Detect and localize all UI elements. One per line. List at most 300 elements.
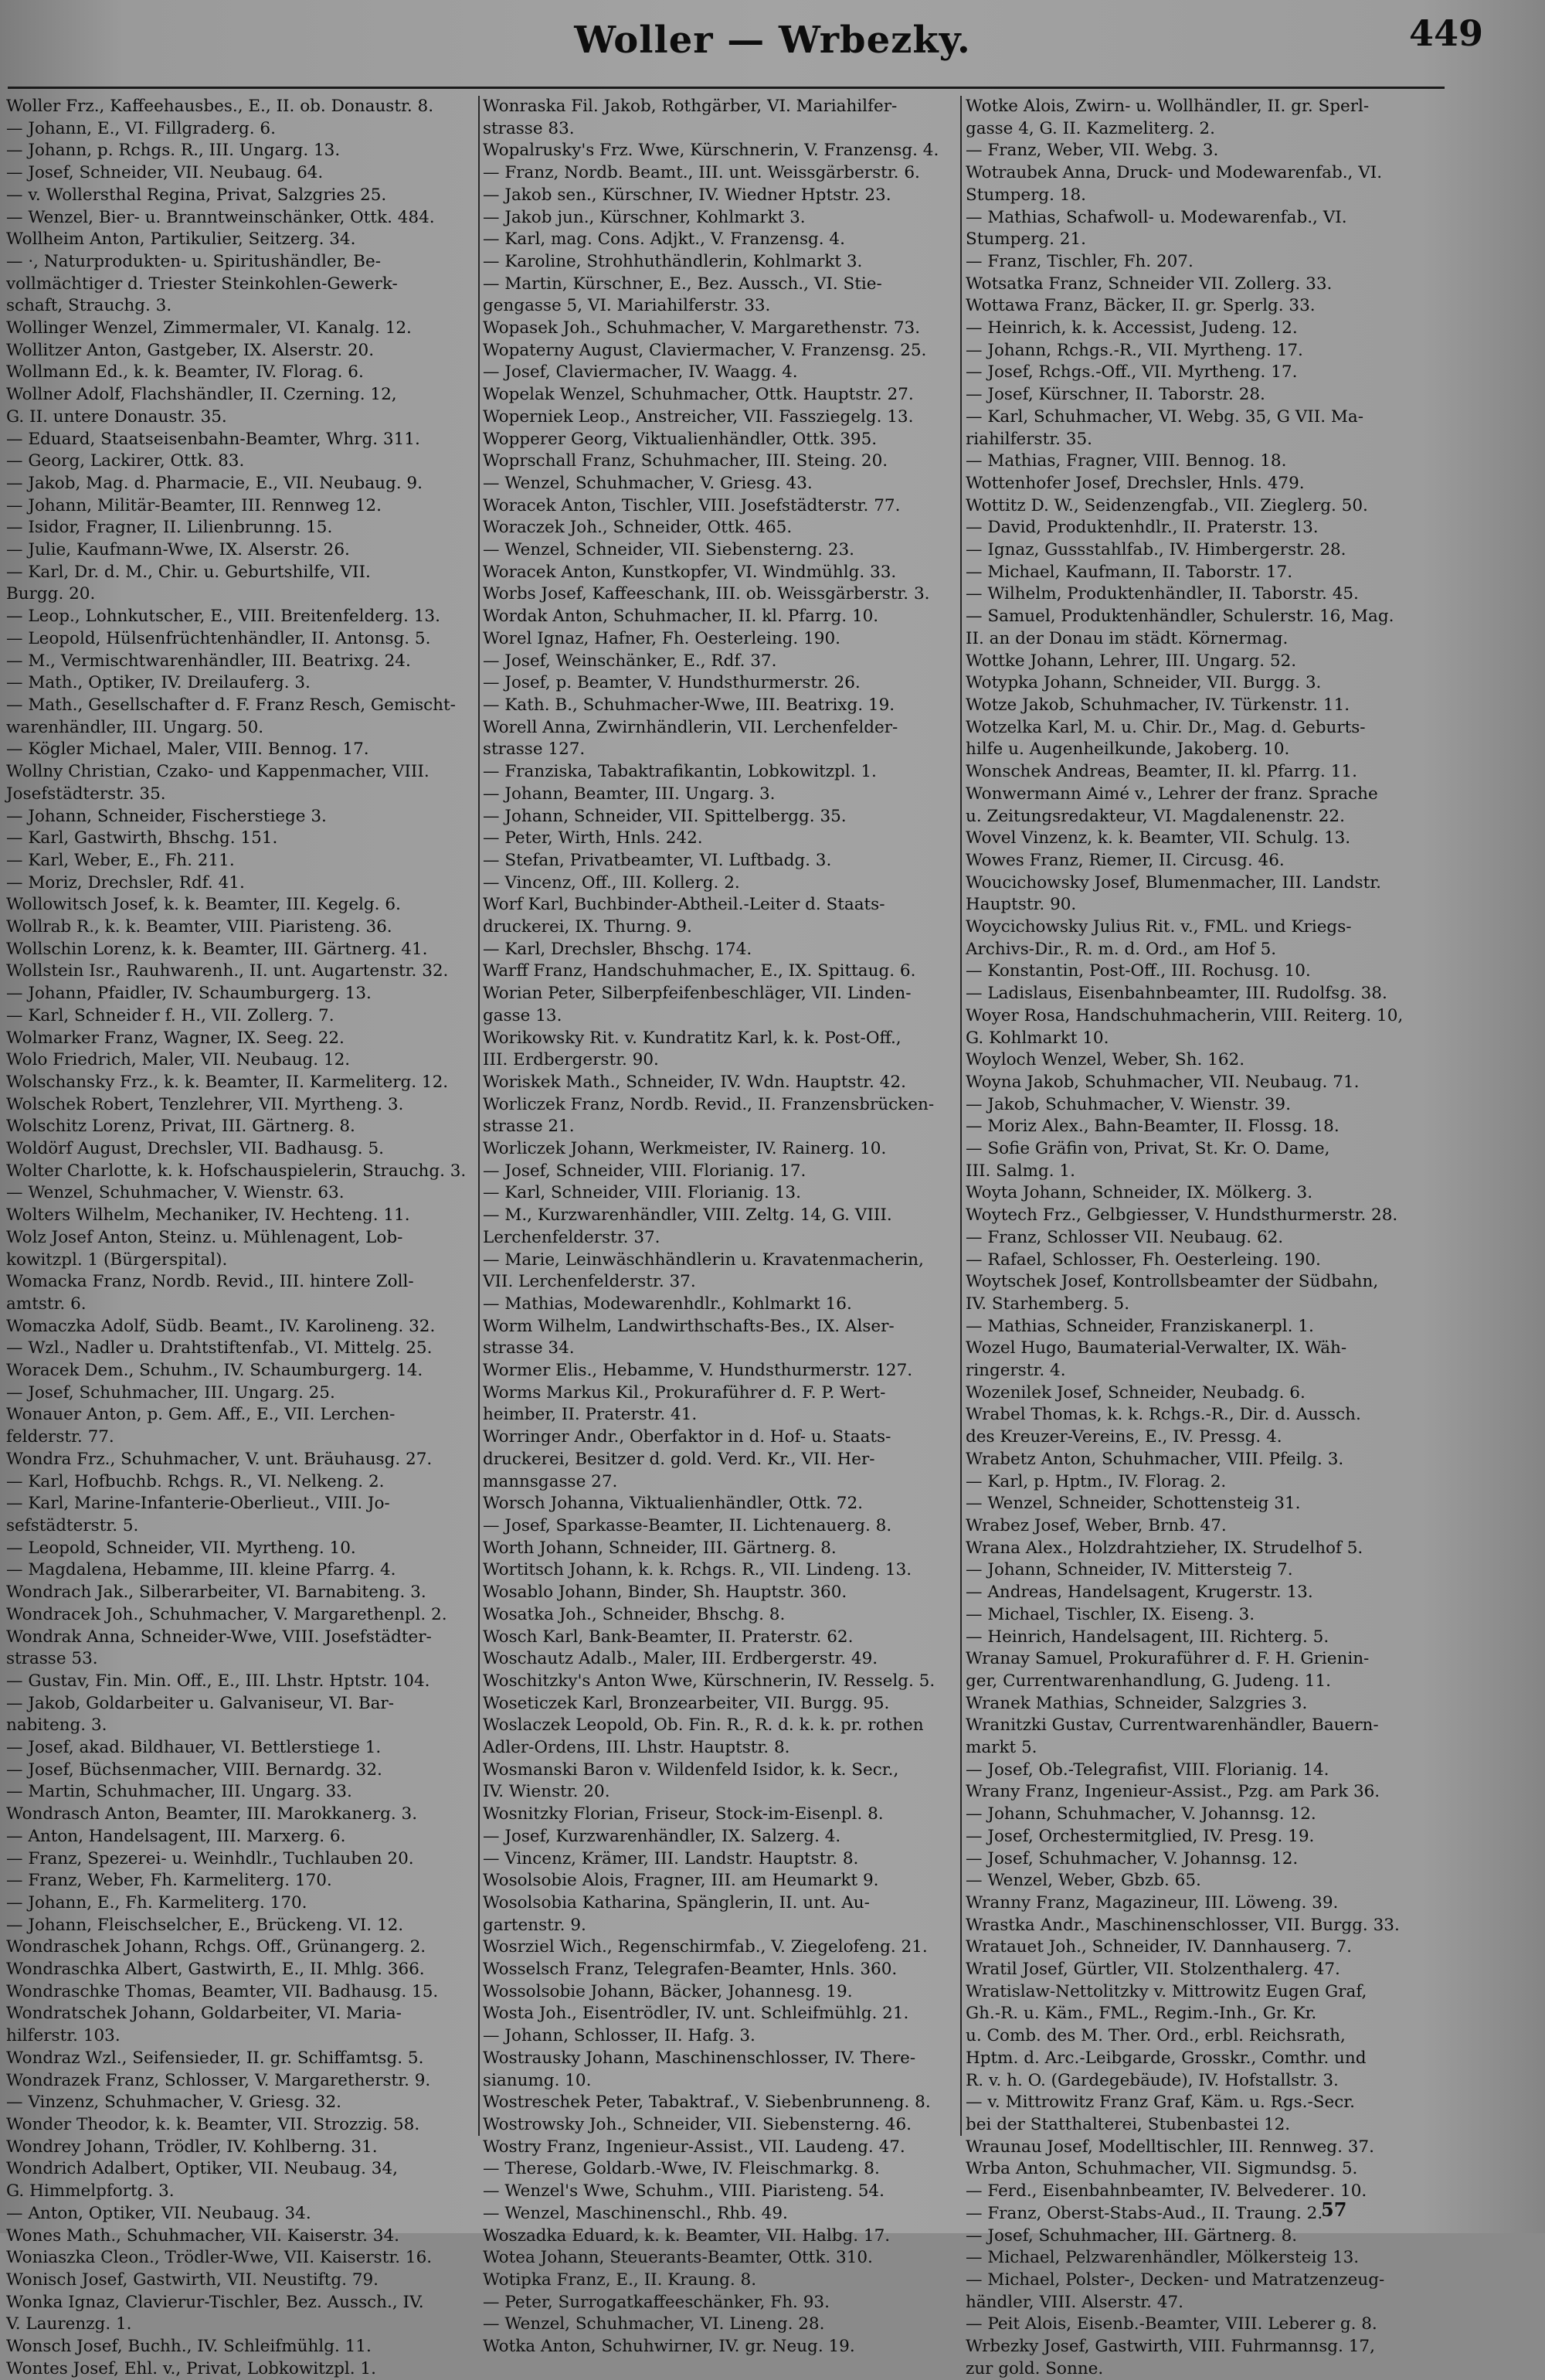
directory-entry-line: hilferstr. 103.: [6, 2026, 121, 2046]
directory-entry-line: — Ferd., Eisenbahnbeamter, IV. Belvederег. 10.: [966, 2181, 1367, 2202]
directory-entry-line: Wondrich Adalbert, Optiker, VII. Neubaug. 34,: [6, 2159, 398, 2179]
directory-entry-line: des Kreuzer-Vereins, E., IV. Pressg. 4.: [966, 1427, 1282, 1447]
directory-entry-line: Woldörf August, Drechsler, VII. Badhausg. 5.: [6, 1139, 384, 1159]
directory-entry-line: bei der Statthalterei, Stubenbastei 12.: [966, 2114, 1291, 2134]
directory-entry-line: schaft, Strauchg. 3.: [6, 296, 172, 316]
directory-entry-line: Wottitz D. W., Seidenzengfab., VII. Zieglerg. 50.: [966, 495, 1368, 515]
directory-entry-line: warenhändler, III. Ungarg. 50.: [6, 717, 264, 737]
directory-entry-line: — v. Mittrowitz Franz Graf, Käm. u. Rgs.-Secr.: [966, 2093, 1356, 2113]
directory-entry-line: Wottenhofer Josef, Drechsler, Hnls. 479.: [966, 473, 1305, 493]
directory-entry-line: Woracek Dem., Schuhm., IV. Schaumburgerg. 14.: [6, 1361, 423, 1381]
directory-entry-line: Worbs Josef, Kaffeeschank, III. ob. Weissgärberstr. 3.: [483, 584, 930, 604]
directory-entry-line: — Vincenz, Krämer, III. Landstr. Hauptstr. 8.: [483, 1848, 859, 1868]
directory-entry-line: — Karl, Gastwirth, Bhschg. 151.: [6, 828, 278, 848]
directory-entry-line: Wranay Samuel, Prokuraführer d. F. H. Grienin-: [966, 1649, 1370, 1669]
directory-entry-line: — Julie, Kaufmann-Wwe, IX. Alserstr. 26.: [6, 540, 350, 560]
directory-entry-line: Woller Frz., Kaffeehausbes., E., II. ob. Donaustr. 8.: [6, 97, 434, 116]
directory-entry-line: mannsgasse 27.: [483, 1471, 618, 1491]
directory-entry-line: Wonauer Anton, p. Gem. Aff., E., VII. Lerchen-: [6, 1405, 396, 1425]
directory-entry-line: Lerchenfelderstr. 37.: [483, 1227, 660, 1247]
directory-entry-line: Worf Karl, Buchbinder-Abtheil.-Leiter d. Staats-: [483, 895, 885, 915]
directory-entry-line: gartenstr. 9.: [483, 1915, 586, 1935]
directory-entry-line: — Anton, Handelsagent, III. Marxerg. 6.: [6, 1826, 346, 1846]
directory-entry-line: — Karl, Schneider, VIII. Florianig. 13.: [483, 1183, 801, 1203]
directory-entry-line: Wondratschek Johann, Goldarbeiter, VI. Maria-: [6, 2004, 402, 2024]
directory-entry-line: — Wilhelm, Produktenhändler, II. Taborstr. 45.: [966, 584, 1359, 604]
directory-entry-line: — Ladislaus, Eisenbahnbeamter, III. Rudolfsg. 38.: [966, 984, 1387, 1004]
directory-entry-line: Wollrab R., k. k. Beamter, VIII. Piaristeng. 36.: [6, 917, 392, 937]
directory-entry-line: — Karl, Weber, E., Fh. 211.: [6, 850, 235, 870]
directory-entry-line: — Martin, Kürschner, E., Bez. Aussch., VI. Stie-: [483, 274, 882, 294]
directory-entry-line: — Karl, Dr. d. M., Chir. u. Geburtshilfe, VII.: [6, 562, 371, 582]
directory-entry-line: Wratauet Joh., Schneider, IV. Dannhauserg. 7.: [966, 1937, 1352, 1957]
directory-entry-line: Wolter Charlotte, k. k. Hofschauspielerin, Strauchg. 3.: [6, 1161, 467, 1181]
directory-entry-line: — Jakob, Goldarbeiter u. Galvaniseur, VI. Bar-: [6, 1693, 394, 1713]
directory-entry-line: Hauptstr. 90.: [966, 895, 1077, 915]
directory-entry-line: — Kath. B., Schuhmacher-Wwe, III. Beatrixg. 19.: [483, 695, 895, 715]
directory-entry-line: Wostry Franz, Ingenieur-Assist., VII. Laudeng. 47.: [483, 2137, 905, 2157]
directory-entry-line: Wordak Anton, Schuhmacher, II. kl. Pfarrg. 10.: [483, 607, 879, 627]
directory-entry-line: — Josef, Ob.-Telegrafist, VIII. Florianig. 14.: [966, 1760, 1329, 1780]
directory-entry-line: Wrabel Thomas, k. k. Rchgs.-R., Dir. d. Aussch.: [966, 1405, 1361, 1425]
directory-entry-line: — Josef, Schuhmacher, III. Gärtnerg. 8.: [966, 2225, 1298, 2246]
directory-entry-line: — Johann, Schneider, VII. Spittelbergg. 35.: [483, 806, 847, 826]
directory-entry-line: Wolters Wilhelm, Mechaniker, IV. Hechteng. 11.: [6, 1205, 410, 1226]
directory-entry-line: — Peter, Surrogatkaffeeschänker, Fh. 93.: [483, 2292, 830, 2312]
directory-entry-line: — Johann, Fleischselcher, E., Brückeng. VI. 12.: [6, 1915, 404, 1935]
directory-entry-line: Wowes Franz, Riemer, II. Circusg. 46.: [966, 850, 1285, 870]
directory-entry-line: G. Himmelpfortg. 3.: [6, 2181, 175, 2202]
directory-entry-line: Wondrak Anna, Schneider-Wwe, VIII. Josefstädter-: [6, 1627, 432, 1647]
directory-entry-line: — Mathias, Schafwoll- u. Modewarenfab., VI.: [966, 207, 1347, 227]
directory-entry-line: Womaczka Adolf, Südb. Beamt., IV. Karolineng. 32.: [6, 1316, 436, 1336]
directory-entry-line: — Jakob, Mag. d. Pharmacie, E., VII. Neubaug. 9.: [6, 473, 423, 493]
directory-entry-line: Wopperer Georg, Viktualienhändler, Ottk. 395.: [483, 429, 878, 449]
directory-entry-line: — Andreas, Handelsagent, Krugerstr. 13.: [966, 1583, 1313, 1603]
directory-entry-line: — Johann, Pfaidler, IV. Schaumburgerg. 13.: [6, 984, 372, 1004]
directory-entry-line: heimber, II. Praterstr. 41.: [483, 1405, 698, 1425]
directory-entry-line: Wotypka Johann, Schneider, VII. Burgg. 3.: [966, 673, 1322, 693]
page-number: 449: [1408, 12, 1483, 54]
directory-entry-line: Wottke Johann, Lehrer, III. Ungarg. 52.: [966, 651, 1297, 671]
directory-entry-line: u. Comb. des M. Ther. Ord., erbl. Reichsrath,: [966, 2026, 1346, 2046]
directory-entry-line: Wosta Joh., Eisentrödler, IV. unt. Schleifmühlg. 21.: [483, 2004, 909, 2024]
directory-entry-line: Woszadka Eduard, k. k. Beamter, VII. Halbg. 17.: [483, 2225, 891, 2246]
directory-entry-line: Warff Franz, Handschuhmacher, E., IX. Spittaug. 6.: [483, 961, 916, 981]
directory-entry-line: Wopasek Joh., Schuhmacher, V. Margarethenstr. 73.: [483, 318, 921, 338]
directory-entry-line: — Karl, Marine-Infanterie-Oberlieut., VIII. Jo-: [6, 1494, 390, 1514]
directory-entry-line: — Mathias, Modewarenhdlr., Kohlmarkt 16.: [483, 1294, 852, 1314]
directory-entry-line: Wosch Karl, Bank-Beamter, II. Praterstr. 62.: [483, 1627, 854, 1647]
directory-entry-line: Worliczek Johann, Werkmeister, IV. Rainerg. 10.: [483, 1139, 887, 1159]
directory-entry-line: Wortitsch Johann, k. k. Rchgs. R., VII. Lindeng. 13.: [483, 1560, 912, 1580]
directory-entry-line: — Michael, Kaufmann, II. Taborstr. 17.: [966, 562, 1293, 582]
directory-entry-line: Wrbezky Josef, Gastwirth, VIII. Fuhrmannsg. 17,: [966, 2337, 1375, 2357]
directory-entry-line: — Josef, Claviermacher, IV. Waagg. 4.: [483, 362, 798, 382]
directory-entry-line: — Isidor, Fragner, II. Lilienbrunng. 15.: [6, 518, 333, 538]
directory-entry-line: Wondrazek Franz, Schlosser, V. Margaretherstr. 9.: [6, 2070, 431, 2090]
directory-entry-line: Worliczek Franz, Nordb. Revid., II. Franzensbrücken-: [483, 1094, 935, 1114]
directory-entry-line: — Heinrich, Handelsagent, III. Richterg. 5.: [966, 1627, 1329, 1647]
directory-entry-line: — Marie, Leinwäschhändlerin u. Kravatenmacherin,: [483, 1250, 924, 1270]
directory-entry-line: — Josef, akad. Bildhauer, VI. Bettlerstiege 1.: [6, 1738, 382, 1758]
directory-entry-line: Wosselsch Franz, Telegrafen-Beamter, Hnls. 360.: [483, 1960, 898, 1980]
directory-entry-line: — Johann, Schneider, IV. Mittersteig 7.: [966, 1560, 1293, 1580]
directory-entry-line: Woriskek Math., Schneider, IV. Wdn. Hauptstr. 42.: [483, 1072, 906, 1092]
directory-entry-line: — Gustav, Fin. Min. Off., E., III. Lhstr. Hptstr. 104.: [6, 1671, 430, 1691]
directory-entry-line: Worm Wilhelm, Landwirthschafts-Bes., IX. Alser-: [483, 1316, 895, 1336]
directory-entry-line: Gh.-R. u. Käm., FML., Regim.-Inh., Gr. Kr.: [966, 2004, 1317, 2024]
directory-entry-line: Wrabetz Anton, Schuhmacher, VIII. Pfeilg. 3.: [966, 1449, 1344, 1469]
directory-entry-line: Adler-Ordens, III. Lhstr. Hauptstr. 8.: [483, 1738, 790, 1758]
directory-entry-line: Wranek Mathias, Schneider, Salzgries 3.: [966, 1693, 1308, 1713]
directory-entry-line: Wrba Anton, Schuhmacher, VII. Sigmundsg. 5.: [966, 2159, 1358, 2179]
directory-entry-line: — Karl, Hofbuchb. Rchgs. R., VI. Nelkeng. 2.: [6, 1471, 385, 1491]
directory-entry-line: Burgg. 20.: [6, 584, 96, 604]
directory-entry-line: — Johann, Militär-Beamter, III. Rennweg 12.: [6, 495, 382, 515]
directory-entry-line: Woracek Anton, Tischler, VIII. Josefstädterstr. 77.: [483, 495, 901, 515]
directory-entry-line: — Karl, mag. Cons. Adjkt., V. Franzensg. 4.: [483, 230, 845, 250]
directory-entry-line: — Math., Optiker, IV. Dreilauferg. 3.: [6, 673, 311, 693]
directory-entry-line: strasse 127.: [483, 740, 586, 760]
directory-entry-line: — Karl, Schuhmacher, VI. Webg. 35, G VII. Ma-: [966, 406, 1364, 427]
directory-entry-line: — Johann, Rchgs.-R., VII. Myrtheng. 17.: [966, 340, 1303, 360]
directory-entry-line: — Vinzenz, Schuhmacher, V. Griesg. 32.: [6, 2093, 341, 2113]
directory-entry-line: Wozel Hugo, Baumaterial-Verwalter, IX. Wäh-: [966, 1338, 1347, 1358]
directory-entry-line: Wranny Franz, Magazineur, III. Löweng. 39.: [966, 1892, 1339, 1912]
directory-entry-line: riahilferstr. 35.: [966, 429, 1092, 449]
directory-entry-line: Wollmann Ed., k. k. Beamter, IV. Florag. 6.: [6, 362, 364, 382]
directory-entry-line: — Georg, Lackirer, Ottk. 83.: [6, 451, 245, 471]
directory-entry-line: — Samuel, Produktenhändler, Schulerstr. 16, Mag.: [966, 607, 1394, 627]
directory-entry-line: — Franz, Oberst-Stabs-Aud., II. Traung. 2.: [966, 2203, 1323, 2223]
directory-entry-line: — David, Produktenhdlr., II. Praterstr. 13.: [966, 518, 1319, 538]
directory-entry-line: — Johann, Schneider, Fischerstiege 3.: [6, 806, 327, 826]
directory-entry-line: amtstr. 6.: [6, 1294, 87, 1314]
directory-entry-line: Wolmarker Franz, Wagner, IX. Seeg. 22.: [6, 1028, 345, 1048]
directory-entry-line: — Karl, p. Hptm., IV. Florag. 2.: [966, 1471, 1227, 1491]
directory-entry-line: III. Erdbergerstr. 90.: [483, 1050, 659, 1070]
directory-entry-line: — Rafael, Schlosser, Fh. Oesterleing. 190.: [966, 1250, 1321, 1270]
directory-entry-line: kowitzpl. 1 (Bürgerspital).: [6, 1250, 228, 1270]
directory-entry-line: — Vincenz, Off., III. Kollerg. 2.: [483, 872, 740, 892]
directory-entry-line: Wostreschek Peter, Tabaktraf., V. Siebenbrunneng. 8.: [483, 2093, 931, 2113]
directory-entry-line: Wratislaw-Nettolitzky v. Mittrowitz Eugen Graf,: [966, 1981, 1367, 2001]
directory-entry-line: Woseticzek Karl, Bronzearbeiter, VII. Burgg. 95.: [483, 1693, 890, 1713]
directory-entry-line: Wotze Jakob, Schuhmacher, IV. Türkenstr. 11.: [966, 695, 1350, 715]
directory-entry-line: III. Salmg. 1.: [966, 1161, 1075, 1181]
directory-entry-line: Wrana Alex., Holzdrahtzieher, IX. Strudelhof 5.: [966, 1538, 1363, 1558]
directory-entry-line: — Wenzel, Schuhmacher, VI. Lineng. 28.: [483, 2314, 825, 2334]
directory-entry-line: Wotka Anton, Schuhwirner, IV. gr. Neug. 19.: [483, 2337, 855, 2357]
directory-entry-line: Wollschin Lorenz, k. k. Beamter, III. Gärtnerg. 41.: [6, 939, 428, 959]
directory-entry-line: Woperniek Leop., Anstreicher, VII. Fassziegelg. 13.: [483, 406, 914, 427]
directory-entry-line: Wondrach Jak., Silberarbeiter, VI. Barnabiteng. 3.: [6, 1583, 426, 1603]
directory-entry-line: Worsch Johanna, Viktualienhändler, Ottk. 72.: [483, 1494, 863, 1514]
directory-entry-line: Wrany Franz, Ingenieur-Assist., Pzg. am Park 36.: [966, 1782, 1380, 1802]
directory-entry-line: — Leopold, Hülsenfrüchtenhändler, II. Antonsg. 5.: [6, 628, 431, 648]
directory-entry-line: Worringer Andr., Oberfaktor in d. Hof- u. Staats-: [483, 1427, 891, 1447]
directory-entry-line: — Johann, p. Rchgs. R., III. Ungarg. 13.: [6, 141, 341, 161]
directory-entry-line: — Jakob, Schuhmacher, V. Wienstr. 39.: [966, 1094, 1291, 1114]
directory-entry-line: gengasse 5, VI. Mariahilferstr. 33.: [483, 296, 771, 316]
directory-entry-line: — Mathias, Schneider, Franziskanerpl. 1.: [966, 1316, 1314, 1336]
directory-entry-line: — Leop., Lohnkutscher, E., VIII. Breitenfelderg. 13.: [6, 607, 440, 627]
directory-entry-line: Wondraz Wzl., Seifensieder, II. gr. Schiffamtsg. 5.: [6, 2048, 424, 2068]
directory-entry-line: — Josef, Rchgs.-Off., VII. Myrtheng. 17.: [966, 362, 1298, 382]
directory-entry-line: Wolo Friedrich, Maler, VII. Neubaug. 12.: [6, 1050, 351, 1070]
directory-entry-line: — Martin, Schuhmacher, III. Ungarg. 33.: [6, 1782, 352, 1802]
directory-entry-line: Wolz Josef Anton, Steinz. u. Mühlenagent, Lob-: [6, 1227, 403, 1247]
directory-entry-line: — Michael, Pelzwarenhändler, Mölkersteig 13.: [966, 2248, 1360, 2268]
directory-entry-line: händler, VIII. Alserstr. 47.: [966, 2292, 1184, 2312]
directory-entry-line: — Sofie Gräfin von, Privat, St. Kr. O. Dame,: [966, 1139, 1330, 1159]
directory-entry-line: IV. Wienstr. 20.: [483, 1782, 610, 1802]
column-2: [483, 96, 958, 2357]
directory-entry-line: u. Zeitungsredakteur, VI. Magdalenenstr. 22.: [966, 806, 1345, 826]
directory-entry-line: Wormer Elis., Hebamme, V. Hundsthurmerstr. 127.: [483, 1361, 913, 1381]
directory-entry-line: — Johann, Schlosser, II. Hafg. 3.: [483, 2026, 756, 2046]
directory-entry-line: Wolschitz Lorenz, Privat, III. Gärtnerg. 8.: [6, 1117, 355, 1137]
directory-entry-line: gasse 4, G. II. Kazmeliterg. 2.: [966, 118, 1215, 138]
directory-entry-line: Wrastka Andr., Maschinenschlosser, VII. Burgg. 33.: [966, 1915, 1400, 1935]
directory-entry-line: — Karl, Schneider f. H., VII. Zollerg. 7.: [6, 1005, 334, 1025]
directory-entry-line: — Josef, Schneider, VII. Neubaug. 64.: [6, 163, 324, 183]
directory-entry-line: — M., Vermischtwarenhändler, III. Beatrixg. 24.: [6, 651, 411, 671]
directory-entry-line: Wosolsobia Katharina, Spänglerin, II. unt. Au-: [483, 1892, 870, 1912]
directory-entry-line: Wondra Frz., Schuhmacher, V. unt. Bräuhausg. 27.: [6, 1449, 433, 1469]
directory-entry-line: G. Kohlmarkt 10.: [966, 1028, 1109, 1048]
directory-entry-line: — Wenzel's Wwe, Schuhm., VIII. Piaristeng. 54.: [483, 2181, 885, 2202]
directory-entry-line: Wollheim Anton, Partikulier, Seitzerg. 34.: [6, 230, 356, 250]
directory-entry-line: — Ignaz, Gussstahlfab., IV. Himbergerstr. 28.: [966, 540, 1346, 560]
directory-entry-line: — Franziska, Tabaktrafikantin, Lobkowitzpl. 1.: [483, 762, 877, 782]
directory-entry-line: — Therese, Goldarb.-Wwe, IV. Fleischmarkg. 8.: [483, 2159, 880, 2179]
directory-entry-line: Wollner Adolf, Flachshändler, II. Czerning. 12,: [6, 385, 397, 405]
directory-entry-line: — Johann, Schuhmacher, V. Johannsg. 12.: [966, 1804, 1316, 1824]
directory-entry-line: Woytschek Josef, Kontrollsbeamter der Südbahn,: [966, 1272, 1379, 1292]
directory-entry-line: Wotsatka Franz, Schneider VII. Zollerg. 33.: [966, 274, 1333, 294]
directory-entry-line: — Johann, Beamter, III. Ungarg. 3.: [483, 784, 776, 804]
directory-entry-line: Wonraska Fil. Jakob, Rothgärber, VI. Mariahilfer-: [483, 97, 898, 116]
directory-entry-line: Stumperg. 21.: [966, 230, 1086, 250]
directory-entry-line: — Josef, Weinschänker, E., Rdf. 37.: [483, 651, 777, 671]
directory-entry-line: — Karl, Drechsler, Bhschg. 174.: [483, 939, 752, 959]
directory-entry-line: — Franz, Weber, VII. Webg. 3.: [966, 141, 1219, 161]
directory-entry-line: — Josef, Schuhmacher, III. Ungarg. 25.: [6, 1382, 335, 1402]
directory-entry-line: Wottawa Franz, Bäcker, II. gr. Sperlg. 33.: [966, 296, 1316, 316]
column-divider: [960, 96, 962, 2136]
directory-entry-line: — Wenzel, Maschinenschl., Rhb. 49.: [483, 2203, 788, 2223]
directory-entry-line: — Michael, Tischler, IX. Eiseng. 3.: [966, 1604, 1255, 1624]
directory-entry-line: — Wenzel, Weber, Gbzb. 65.: [966, 1871, 1201, 1891]
directory-entry-line: Womacka Franz, Nordb. Revid., III. hintere Zoll-: [6, 1272, 414, 1292]
sheet-signature: 57: [1321, 2198, 1347, 2221]
directory-entry-line: Wopalrusky's Frz. Wwe, Kürschnerin, V. Franzensg. 4.: [483, 141, 939, 161]
directory-entry-line: VII. Lerchenfelderstr. 37.: [483, 1272, 696, 1292]
directory-entry-line: druckerei, IX. Thurng. 9.: [483, 917, 692, 937]
directory-entry-line: Wonder Theodor, k. k. Beamter, VII. Strozzig. 58.: [6, 2114, 420, 2134]
directory-entry-line: vollmächtiger d. Triester Steinkohlen-Gewerk-: [6, 274, 398, 294]
directory-entry-line: Wranitzki Gustav, Currentwarenhändler, Bauern-: [966, 1715, 1379, 1736]
directory-entry-line: — Wzl., Nadler u. Drahtstiftenfab., VI. Mittelg. 25.: [6, 1338, 433, 1358]
directory-entry-line: — Franz, Spezerei- u. Weinhdlr., Tuchlauben 20.: [6, 1848, 414, 1868]
directory-entry-line: Wopaterny August, Claviermacher, V. Franzensg. 25.: [483, 340, 927, 360]
directory-entry-line: — Konstantin, Post-Off., III. Rochusg. 10.: [966, 961, 1311, 981]
directory-entry-line: Wollinger Wenzel, Zimmermaler, VI. Kanalg. 12.: [6, 318, 412, 338]
directory-entry-line: Wonsch Josef, Buchh., IV. Schleifmühlg. 11.: [6, 2337, 372, 2357]
directory-entry-line: — Johann, E., Fh. Karmeliterg. 170.: [6, 1892, 307, 1912]
directory-entry-line: IV. Starhemberg. 5.: [966, 1294, 1130, 1314]
directory-entry-line: strasse 21.: [483, 1117, 575, 1137]
directory-entry-line: Archivs-Dir., R. m. d. Ord., am Hof 5.: [966, 939, 1277, 959]
directory-entry-line: Woyta Johann, Schneider, IX. Mölkerg. 3.: [966, 1183, 1313, 1203]
directory-entry-line: Wollitzer Anton, Gastgeber, IX. Alserstr. 20.: [6, 340, 375, 360]
directory-entry-line: — Josef, Schneider, VIII. Florianig. 17.: [483, 1161, 806, 1181]
directory-entry-line: Worell Anna, Zwirnhändlerin, VII. Lerchenfelder-: [483, 717, 898, 737]
directory-entry-line: Woniaszka Cleon., Trödler-Wwe, VII. Kaiserstr. 16.: [6, 2248, 433, 2268]
directory-entry-line: — Anton, Optiker, VII. Neubaug. 34.: [6, 2203, 311, 2223]
directory-entry-line: Wolschek Robert, Tenzlehrer, VII. Myrtheng. 3.: [6, 1094, 404, 1114]
directory-entry-line: G. II. untere Donaustr. 35.: [6, 406, 227, 427]
directory-entry-line: Woslaczek Leopold, Ob. Fin. R., R. d. k. k. pr. rothen: [483, 1715, 924, 1736]
directory-entry-line: Wraunau Josef, Modelltischler, III. Rennweg. 37.: [966, 2137, 1374, 2157]
directory-entry-line: Woytech Frz., Gelbgiesser, V. Hundsthurmerstr. 28.: [966, 1205, 1398, 1226]
directory-entry-line: — Karoline, Strohhuthändlerin, Kohlmarkt 3.: [483, 251, 863, 271]
directory-entry-line: Wotzelka Karl, M. u. Chir. Dr., Mag. d. Geburts-: [966, 717, 1366, 737]
directory-entry-line: zur gold. Sonne.: [966, 2358, 1104, 2378]
directory-entry-line: Wotea Johann, Steuerants-Beamter, Ottk. 310.: [483, 2248, 873, 2268]
directory-entry-line: — v. Wollersthal Regina, Privat, Salzgries 25.: [6, 185, 387, 205]
header-rule: [8, 87, 1445, 89]
directory-entry-line: ger, Currentwarenhandlung, G. Judeng. 11.: [966, 1671, 1331, 1691]
directory-entry-line: Wonwermann Aimé v., Lehrer der franz. Sprache: [966, 784, 1378, 804]
directory-entry-line: Wosablo Johann, Binder, Sh. Hauptstr. 360.: [483, 1583, 847, 1603]
directory-entry-line: Wrabez Josef, Weber, Brnb. 47.: [966, 1516, 1227, 1535]
directory-entry-line: Stumperg. 18.: [966, 185, 1086, 205]
directory-entry-line: Wossolsobie Johann, Bäcker, Johannesg. 19.: [483, 1981, 853, 2001]
directory-entry-line: nabiteng. 3.: [6, 1715, 107, 1736]
directory-entry-line: Wollstein Isr., Rauhwarenh., II. unt. Augartenstr. 32.: [6, 961, 449, 981]
directory-entry-line: — Math., Gesellschafter d. F. Franz Resch, Gemischt-: [6, 695, 456, 715]
directory-entry-line: — Peit Alois, Eisenb.-Beamter, VIII. Leberer g. 8.: [966, 2314, 1377, 2334]
directory-entry-line: Wosrziel Wich., Regenschirmfab., V. Ziegelofeng. 21.: [483, 1937, 928, 1957]
directory-entry-line: markt 5.: [966, 1738, 1037, 1758]
column-1: [6, 96, 477, 2378]
directory-entry-line: hilfe u. Augenheilkunde, Jakoberg. 10.: [966, 740, 1290, 760]
directory-entry-line: — Heinrich, k. k. Accessist, Judeng. 12.: [966, 318, 1298, 338]
directory-entry-line: Wostrausky Johann, Maschinenschlosser, IV. There-: [483, 2048, 916, 2068]
directory-entry-line: — Josef, p. Beamter, V. Hundsthurmerstr. 26.: [483, 673, 861, 693]
directory-entry-line: Worian Peter, Silberpfeifenbeschläger, VII. Linden-: [483, 984, 912, 1004]
directory-entry-line: Wondrasch Anton, Beamter, III. Marokkanerg. 3.: [6, 1804, 418, 1824]
directory-entry-line: — Peter, Wirth, Hnls. 242.: [483, 828, 703, 848]
directory-entry-line: V. Laurenzg. 1.: [6, 2314, 132, 2334]
directory-entry-line: Wotke Alois, Zwirn- u. Wollhändler, II. gr. Sperl-: [966, 97, 1370, 116]
directory-entry-line: Woycichowsky Julius Rit. v., FML. und Kriegs-: [966, 917, 1352, 937]
directory-entry-line: — Kögler Michael, Maler, VIII. Bennog. 17.: [6, 740, 369, 760]
directory-entry-line: — ·, Naturprodukten- u. Spiritushändler, Be-: [6, 251, 381, 271]
directory-entry-line: Woyer Rosa, Handschuhmacherin, VIII. Reiterg. 10,: [966, 1005, 1404, 1025]
directory-entry-line: Worel Ignaz, Hafner, Fh. Oesterleing. 190.: [483, 628, 840, 648]
directory-entry-line: Woucichowsky Josef, Blumenmacher, III. Landstr.: [966, 872, 1381, 892]
directory-entry-line: Wotipka Franz, E., II. Kraung. 8.: [483, 2270, 757, 2290]
directory-entry-line: Wostrowsky Joh., Schneider, VII. Siebensterng. 46.: [483, 2114, 912, 2134]
directory-entry-line: strasse 34.: [483, 1338, 575, 1358]
directory-entry-line: Wonka Ignaz, Clavierur-Tischler, Bez. Aussch., IV.: [6, 2292, 424, 2312]
directory-entry-line: Wolschansky Frz., k. k. Beamter, II. Karmeliterg. 12.: [6, 1072, 449, 1092]
directory-entry-line: — Josef, Orchestermitglied, IV. Presg. 19.: [966, 1826, 1315, 1846]
directory-entry-line: — Josef, Kurzwarenhändler, IX. Salzerg. 4.: [483, 1826, 841, 1846]
directory-entry-line: — Eduard, Staatseisenbahn-Beamter, Whrg. 311.: [6, 429, 420, 449]
directory-entry-line: Woyna Jakob, Schuhmacher, VII. Neubaug. 71.: [966, 1072, 1360, 1092]
directory-entry-line: — Josef, Büchsenmacher, VIII. Bernardg. 32.: [6, 1760, 382, 1780]
directory-entry-line: Woschautz Adalb., Maler, III. Erdbergerstr. 49.: [483, 1649, 878, 1669]
directory-entry-line: strasse 83.: [483, 118, 575, 138]
directory-entry-line: Wondraschek Johann, Rchgs. Off., Grünangerg. 2.: [6, 1937, 426, 1957]
directory-entry-line: Woschitzky's Anton Wwe, Kürschnerin, IV. Resselg. 5.: [483, 1671, 935, 1691]
directory-entry-line: felderstr. 77.: [6, 1427, 114, 1447]
directory-entry-line: Woracek Anton, Kunstkopfer, VI. Windmühlg. 33.: [483, 562, 897, 582]
directory-entry-line: Wratil Josef, Gürtler, VII. Stolzenthalerg. 47.: [966, 1960, 1340, 1980]
directory-entry-line: Wones Math., Schuhmacher, VII. Kaiserstr. 34.: [6, 2225, 399, 2246]
directory-entry-line: Woprschall Franz, Schuhmacher, III. Steing. 20.: [483, 451, 888, 471]
directory-entry-line: Wollny Christian, Czako- und Kappenmacher, VIII.: [6, 762, 430, 782]
directory-entry-line: — Magdalena, Hebamme, III. kleine Pfarrg. 4.: [6, 1560, 396, 1580]
directory-entry-line: — Mathias, Fragner, VIII. Bennog. 18.: [966, 451, 1287, 471]
directory-entry-line: Wosolsobie Alois, Fragner, III. am Heumarkt 9.: [483, 1871, 879, 1891]
directory-entry-line: Wosatka Joh., Schneider, Bhschg. 8.: [483, 1604, 786, 1624]
directory-entry-line: Wollowitsch Josef, k. k. Beamter, III. Kegelg. 6.: [6, 895, 401, 915]
directory-entry-line: Wondraschke Thomas, Beamter, VII. Badhausg. 15.: [6, 1981, 439, 2001]
directory-entry-line: — Jakob jun., Kürschner, Kohlmarkt 3.: [483, 207, 806, 227]
directory-entry-line: — Stefan, Privatbeamter, VI. Luftbadg. 3.: [483, 850, 832, 870]
column-divider: [478, 96, 480, 2136]
directory-entry-line: — Franz, Weber, Fh. Karmeliterg. 170.: [6, 1871, 332, 1891]
directory-entry-line: — Josef, Kürschner, II. Taborstr. 28.: [966, 385, 1265, 405]
directory-entry-line: Wondrey Johann, Trödler, IV. Kohlberng. 31.: [6, 2137, 378, 2157]
page-title: Woller — Wrbezky.: [574, 19, 971, 62]
directory-entry-line: Wondracek Joh., Schuhmacher, V. Margarethenpl. 2.: [6, 1604, 447, 1624]
directory-entry-line: strasse 53.: [6, 1649, 98, 1669]
directory-entry-line: Wonschek Andreas, Beamter, II. kl. Pfarrg. 11.: [966, 762, 1357, 782]
directory-entry-line: Woraczek Joh., Schneider, Ottk. 465.: [483, 518, 793, 538]
directory-entry-line: — Franz, Nordb. Beamt., III. unt. Weissgärberstr. 6.: [483, 163, 920, 183]
directory-entry-line: — M., Kurzwarenhändler, VIII. Zeltg. 14, G. VIII.: [483, 1205, 892, 1226]
directory-entry-line: — Jakob sen., Kürschner, IV. Wiedner Hptstr. 23.: [483, 185, 891, 205]
directory-entry-line: — Moriz Alex., Bahn-Beamter, II. Flossg. 18.: [966, 1117, 1340, 1137]
directory-entry-line: Worms Markus Kil., Prokuraführer d. F. P. Wert-: [483, 1382, 886, 1402]
directory-entry-line: Wozenilek Josef, Schneider, Neubadg. 6.: [966, 1382, 1306, 1402]
directory-entry-line: Josefstädterstr. 35.: [6, 784, 166, 804]
directory-entry-line: — Wenzel, Bier- u. Branntweinschänker, Ottk. 484.: [6, 207, 435, 227]
directory-entry-line: Wotraubek Anna, Druck- und Modewarenfab., VI.: [966, 163, 1383, 183]
directory-entry-line: sianumg. 10.: [483, 2070, 592, 2090]
directory-entry-line: Worth Johann, Schneider, III. Gärtnerg. 8.: [483, 1538, 837, 1558]
directory-entry-line: Wondraschka Albert, Gastwirth, E., II. Mhlg. 366.: [6, 1960, 425, 1980]
directory-entry-line: — Leopold, Schneider, VII. Myrtheng. 10.: [6, 1538, 356, 1558]
directory-entry-line: Wosmanski Baron v. Wildenfeld Isidor, k. k. Secr.,: [483, 1760, 899, 1780]
directory-entry-line: — Wenzel, Schuhmacher, V. Griesg. 43.: [483, 473, 813, 493]
directory-entry-line: Woyloch Wenzel, Weber, Sh. 162.: [966, 1050, 1245, 1070]
directory-entry-line: Wovel Vinzenz, k. k. Beamter, VII. Schulg. 13.: [966, 828, 1351, 848]
directory-entry-line: Wonisch Josef, Gastwirth, VII. Neustiftg. 79.: [6, 2270, 379, 2290]
directory-entry-line: — Wenzel, Schneider, Schottensteig 31.: [966, 1494, 1301, 1514]
directory-entry-line: — Josef, Sparkasse-Beamter, II. Lichtenauerg. 8.: [483, 1516, 892, 1535]
directory-entry-line: — Wenzel, Schneider, VII. Siebensterng. 23.: [483, 540, 854, 560]
directory-entry-line: R. v. h. O. (Gardegebäude), IV. Hofstallstr. 3.: [966, 2070, 1339, 2090]
directory-entry-line: Hptm. d. Arc.-Leibgarde, Grosskr., Comthr. und: [966, 2048, 1367, 2068]
